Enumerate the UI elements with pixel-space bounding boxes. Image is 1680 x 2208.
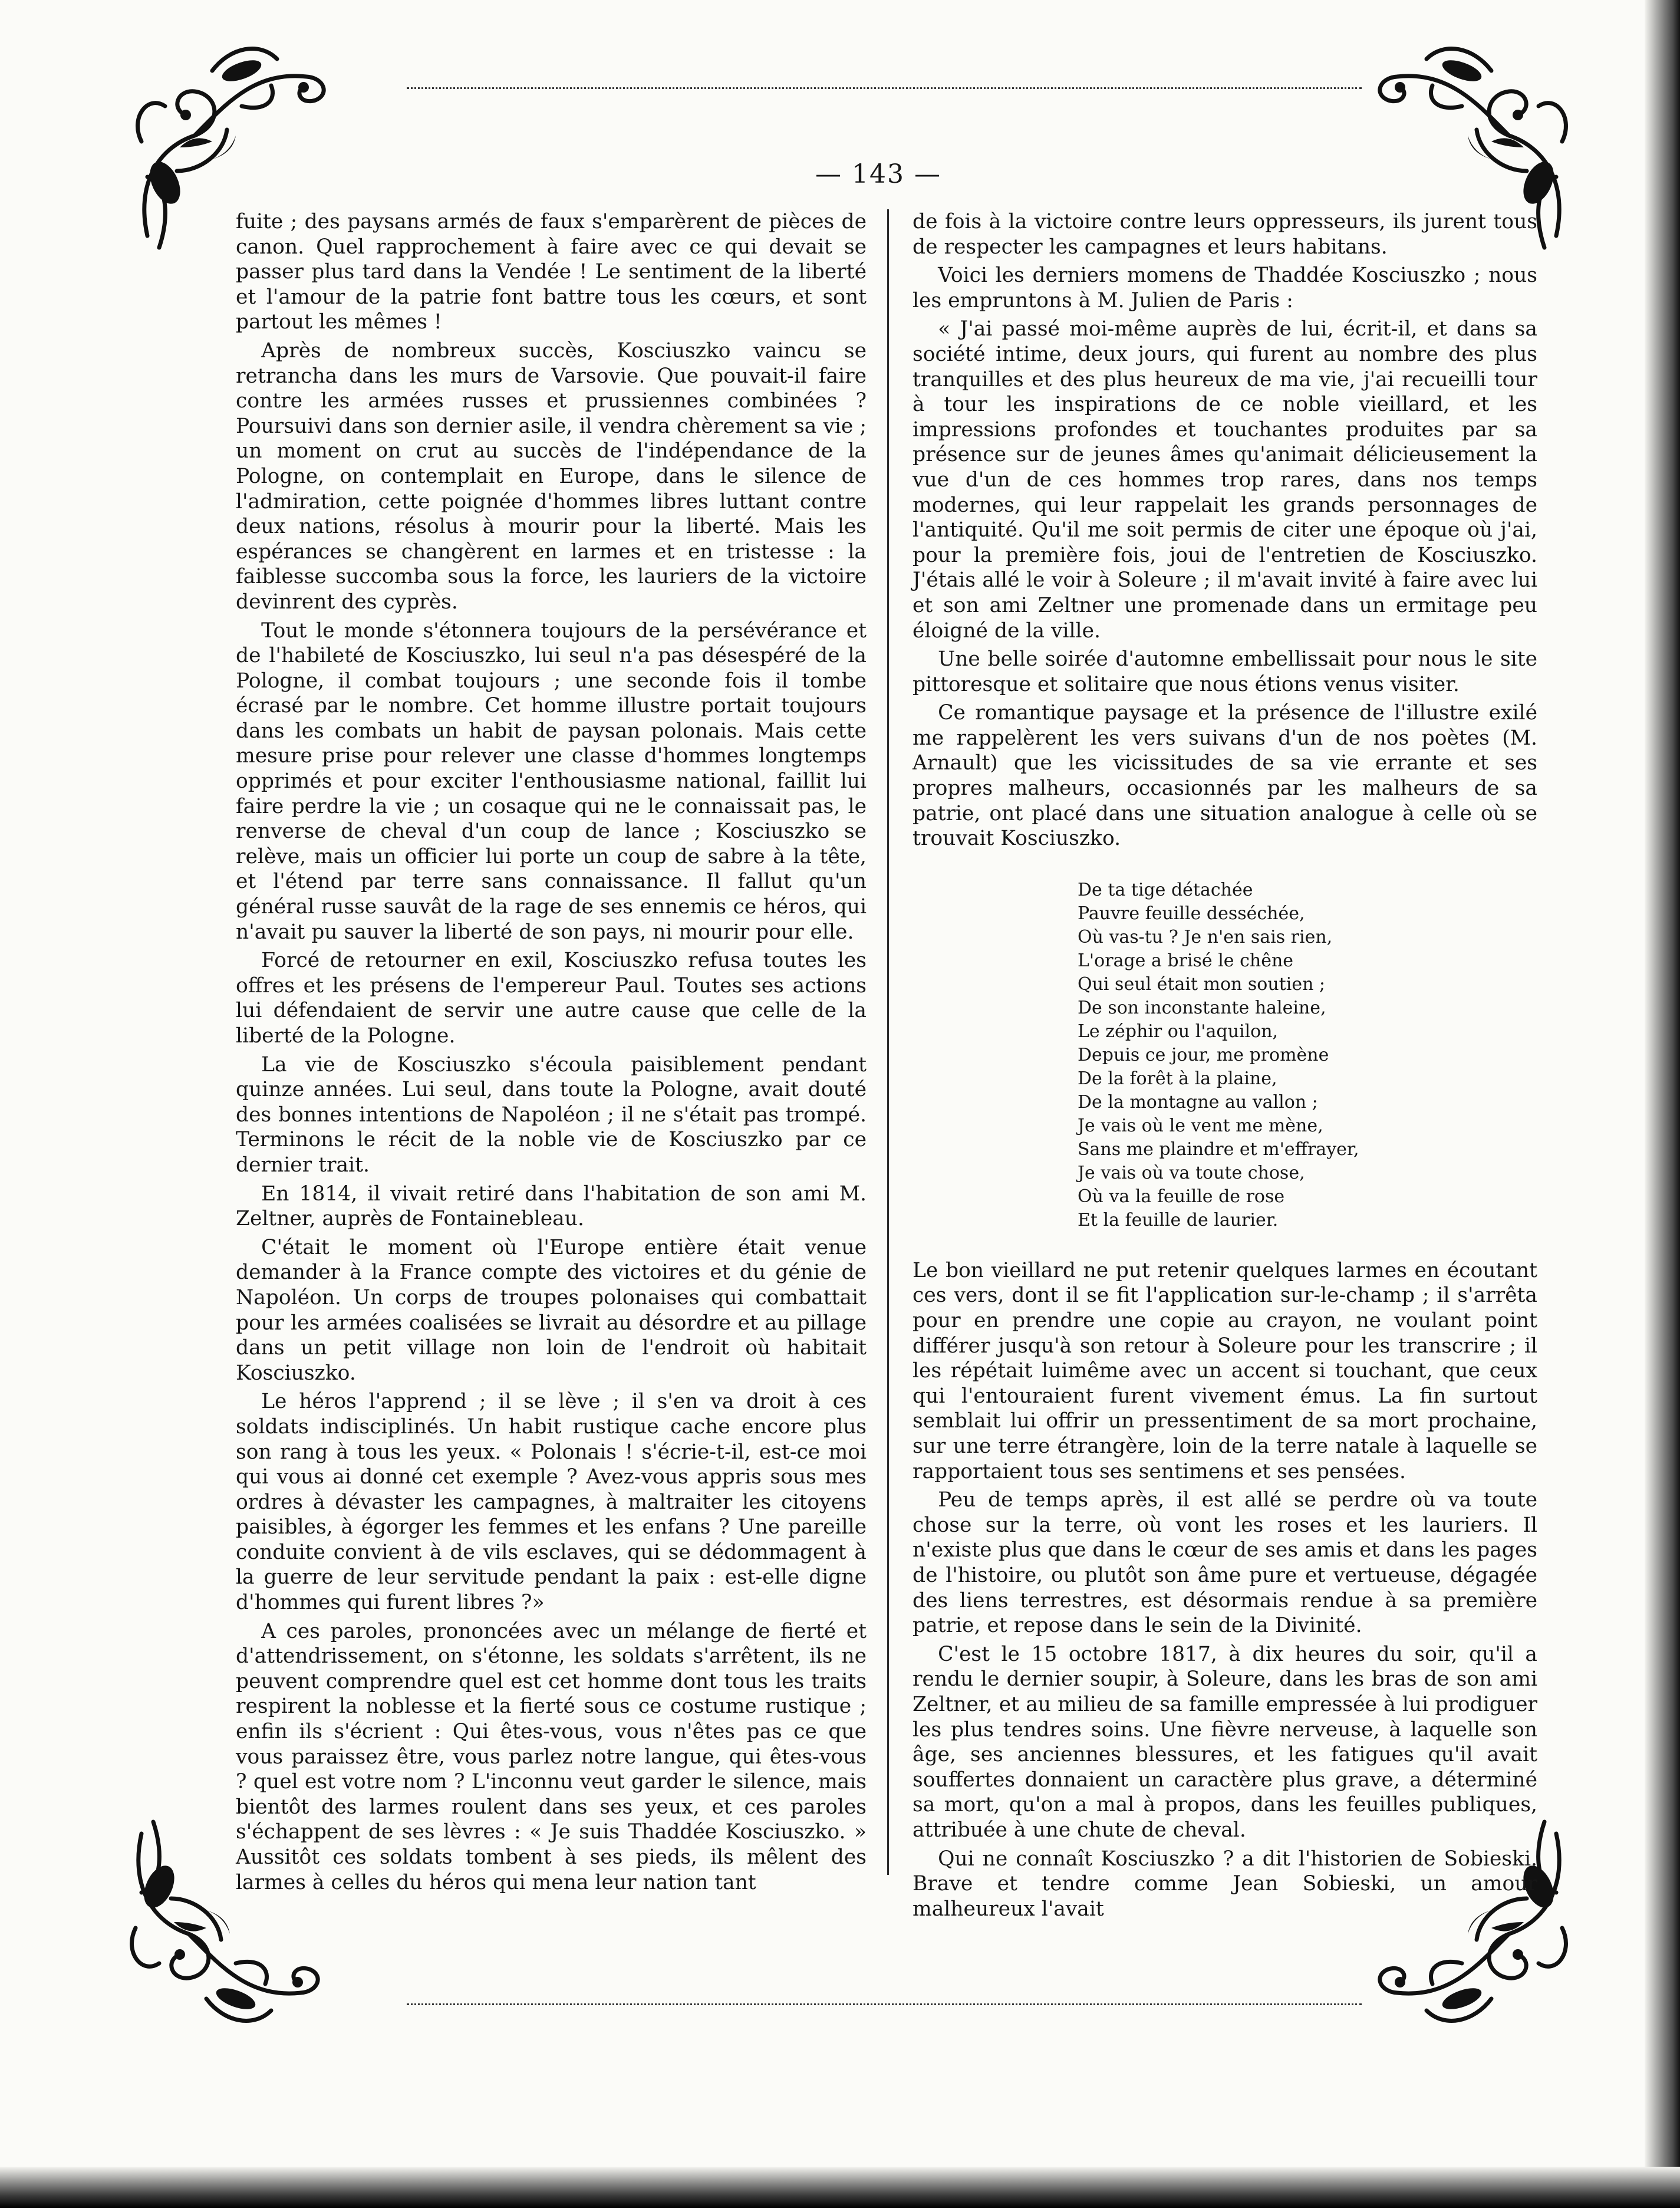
poem: [1078, 878, 1537, 1232]
paragraph: de fois à la victoire contre leurs oppresseurs, ils jurent tous de respecter les campagnes et leurs habitans.: [913, 210, 1537, 259]
paragraph: La vie de Kosciuszko s'écoula paisiblement pendant quinze années. Lui seul, dans toute la Pologne, avait douté des bonnes intentions de Napoléon ; il ne s'était pas trompé. Terminons le récit de la noble vie de Kosciuszko par ce dernier trait.: [236, 1052, 867, 1177]
right-column: [913, 209, 1537, 1921]
paragraph: C'était le moment où l'Europe entière était venue demander à la France compte des victoires et du génie de Napoléon. Un corps de troupes polonaises qui combattait pour les armées coalisées se livrait au désordre et au pillage dans un petit village non loin de l'endroit où habitait Kosciuszko.: [236, 1235, 867, 1385]
paragraph: Tout le monde s'étonnera toujours de la persévérance et de l'habileté de Kosciuszko, lui seul n'a pas désespéré de la Pologne, il combat toujours ; une seconde fois il tombe écrasé par le nombre. Cet homme illustre portait toujours dans les combats un habit de paysan polonais. Mais cette mesure prise pour relever une classe d'hommes longtemps opprimés et pour exciter l'enthousiasme national, faillit lui faire perdre la vie ; un cosaque qui ne le connaissait pas, le renverse de cheval d'un coup de lance ; Kosciuszko se relève, mais un officier lui porte un coup de sabre à la tête, et l'étend par terre sans connaissance. Il fallut qu'un général russe sauvât de la rage de ses ennemis ce héros, qui n'avait pu sauver la liberté de son pays, ni mourir pour elle.: [236, 618, 867, 944]
poem-line: De son inconstante haleine,: [1078, 997, 1326, 1018]
left-column: [236, 209, 867, 1895]
paragraph: Une belle soirée d'automne embellissait pour nous le site pittoresque et solitaire que nous étions venus visiter.: [913, 647, 1537, 696]
poem-line: Pauvre feuille desséchée,: [1078, 903, 1305, 924]
poem-line: Sans me plaindre et m'effrayer,: [1078, 1138, 1359, 1160]
poem-line: Depuis ce jour, me promène: [1078, 1044, 1329, 1065]
paragraph: A ces paroles, prononcées avec un mélange de fierté et d'attendrissement, on s'étonne, les soldats s'arrêtent, ils ne peuvent comprendre quel est cet homme dont tous les traits respirent la noblesse et la fierté sous ce costume rustique ; enfin ils s'écrient : Qui êtes-vous, vous n'êtes pas ce que vous paraissez être, vous parlez notre langue, qui êtes-vous ? quel est votre nom ? L'inconnu veut garder le silence, mais bientôt des larmes roulent dans ses yeux, et ces paroles s'échappent de ses lèvres : « Je suis Thaddée Kosciuszko. » Aussitôt ces soldats tombent à ses pieds, ils mêlent des larmes à celles du héros qui mena leur nation tant: [236, 1619, 867, 1894]
page-edge-shadow: [1645, 0, 1680, 2208]
page-number: — 143 —: [815, 159, 941, 189]
paragraph: Peu de temps après, il est allé se perdre où va toute chose sur la terre, où vont les roses et les lauriers. Il n'existe plus que dans le cœur de ses amis et dans les pages de l'histoire, ou plutôt son âme pure et vertueuse, dégagée des liens terrestres, est désormais rendue à sa première patrie, et repose dans le sein de la Divinité.: [913, 1488, 1537, 1638]
paragraph: Forcé de retourner en exil, Kosciuszko refusa toutes les offres et les présens de l'empereur Paul. Toutes ses actions lui défendaient de servir une autre cause que celle de la liberté de la Pologne.: [236, 949, 867, 1048]
poem-line: De ta tige détachée: [1078, 879, 1253, 900]
paragraph: Le héros l'apprend ; il se lève ; il s'en va droit à ces soldats indisciplinés. Un habit rustique cache encore plus son rang à tous les yeux. « Polonais ! s'écrie-t-il, est-ce moi qui vous ai donné cet exemple ? Avez-vous appris sous mes ordres à dévaster les campagnes, à maltraiter les citoyens paisibles, à égorger les femmes et les enfans ? Une pareille conduite convient à de vils esclaves, qui se dédommagent à la guerre de leur servitude pendant la paix : est-elle digne d'hommes qui furent libres ?»: [236, 1390, 867, 1615]
paragraph: C'est le 15 octobre 1817, à dix heures du soir, qu'il a rendu le dernier soupir, à Soleure, dans les bras de son ami Zeltner, et au milieu de sa famille empressée à lui prodiguer les plus tendres soins. Une fièvre nerveuse, à laquelle son âge, ses anciennes blessures, et les fatigues qu'il avait souffertes donnaient un caractère plus grave, a déterminé sa mort, qu'on a mal à propos, dans les feuilles publiques, attribuée à une chute de cheval.: [913, 1642, 1537, 1842]
poem-line: Et la feuille de laurier.: [1078, 1209, 1279, 1230]
top-border-rule: [407, 87, 1362, 89]
bottom-border-rule: [407, 2003, 1362, 2005]
paragraph: « J'ai passé moi-même auprès de lui, écrit-il, et dans sa société intime, deux jours, qui furent au nombre des plus tranquilles et des plus heureux de ma vie, j'ai recueilli tour à tour les inspirations de ce noble vieillard, et les impressions profondes et touchantes produites par sa présence sur de jeunes âmes qu'animait délicieusement la vue d'un de ces hommes trop rares, dans nos temps modernes, qui leur rappelait les grands personnages de l'antiquité. Qu'il me soit permis de citer une époque où j'ai, pour la première fois, joui de l'entretien de Kosciuszko. J'étais allé le voir à Soleure ; il m'avait invité à faire avec lui et son ami Zeltner une promenade dans un ermitage peu éloigné de la ville.: [913, 317, 1537, 643]
poem-line: Où vas-tu ? Je n'en sais rien,: [1078, 926, 1333, 947]
column-divider: [887, 209, 889, 1875]
paragraph: En 1814, il vivait retiré dans l'habitation de son ami M. Zeltner, auprès de Fontainebleau.: [236, 1182, 867, 1231]
poem-line: Je vais où le vent me mène,: [1078, 1115, 1323, 1136]
poem-line: Où va la feuille de rose: [1078, 1186, 1285, 1207]
paragraph: fuite ; des paysans armés de faux s'emparèrent de pièces de canon. Quel rapprochement à faire avec ce qui devait se passer plus tard dans la Vendée ! Le sentiment de la liberté et l'amour de la patrie font battre tous les cœurs, et sont partout les mêmes !: [236, 210, 867, 334]
poem-line: Qui seul était mon soutien ;: [1078, 973, 1326, 995]
paragraph: Voici les derniers momens de Thaddée Kosciuszko ; nous les empruntons à M. Julien de Paris :: [913, 264, 1537, 312]
poem-line: Le zéphir ou l'aquilon,: [1078, 1021, 1279, 1042]
poem-line: De la forêt à la plaine,: [1078, 1068, 1277, 1089]
paragraph: Qui ne connaît Kosciuszko ? a dit l'historien de Sobieski. Brave et tendre comme Jean Sobieski, un amour malheureux l'avait: [913, 1847, 1537, 1921]
poem-line: De la montagne au vallon ;: [1078, 1091, 1318, 1113]
poem-line: Je vais où va toute chose,: [1078, 1162, 1305, 1183]
paragraph: Ce romantique paysage et la présence de l'illustre exilé me rappelèrent les vers suivans d'un de nos poètes (M. Arnault) que les vicissitudes de sa vie errante et ses propres malheurs, occasionnés par les malheurs de sa patrie, ont placé dans une situation analogue à celle où se trouvait Kosciuszko.: [913, 701, 1537, 851]
poem-line: L'orage a brisé le chêne: [1078, 950, 1294, 971]
paragraph: Le bon vieillard ne put retenir quelques larmes en écoutant ces vers, dont il se fit l'application sur-le-champ ; il s'arrêta pour en prendre une copie au crayon, ne voulant point différer jusqu'à son retour à Soleure pour les transcrire ; il les répétait luimême avec un accent si touchant, que ceux qui l'entouraient furent vivement émus. La fin surtout semblait lui offrir un pressentiment de sa mort prochaine, sur une terre étrangère, loin de la terre natale à laquelle se rapportaient tous ses sentimens et ses pensées.: [913, 1258, 1537, 1483]
paragraph: Après de nombreux succès, Kosciuszko vaincu se retrancha dans les murs de Varsovie. Que pouvait-il faire contre les armées russes et prussiennes combinées ? Poursuivi dans son dernier asile, il vendra chèrement sa vie ; un moment on crut au succès de l'indépendance de la Pologne, on contemplait en Europe, dans le silence de l'admiration, cette poignée d'hommes libres luttant contre deux nations, résolus à mourir pour la liberté. Mais les espérances se changèrent en larmes et en tristesse : la faiblesse succomba sous la force, les lauriers de la victoire devinrent des cyprès.: [236, 338, 867, 614]
page-bottom-shadow: [0, 2167, 1680, 2208]
